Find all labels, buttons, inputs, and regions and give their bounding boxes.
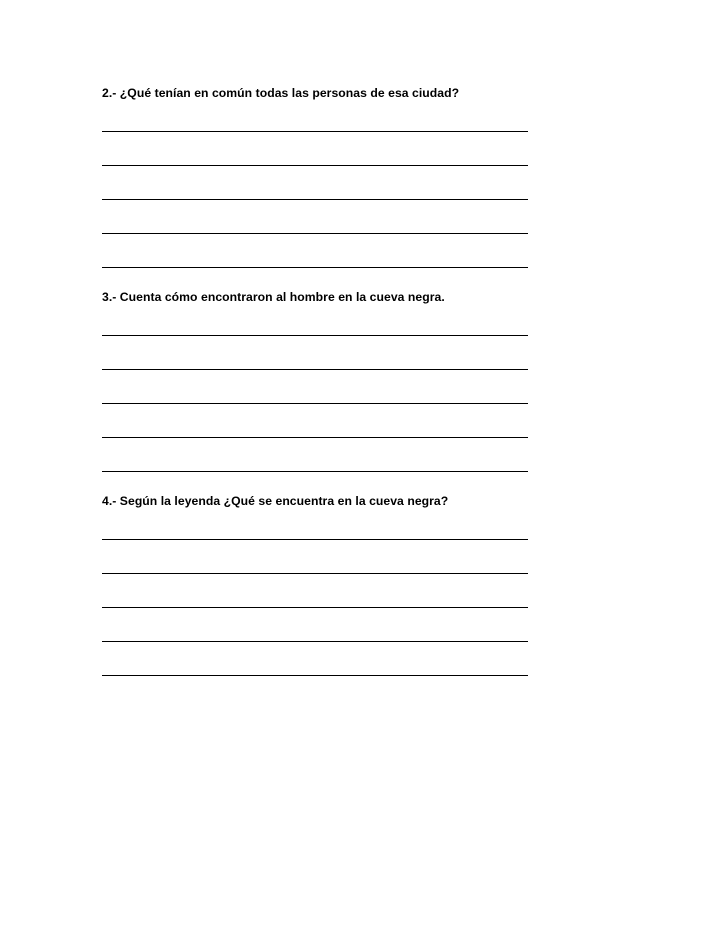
answer-line-q3-2: [102, 369, 528, 370]
answer-line-q4-4: [102, 641, 528, 642]
answer-line-q3-1: [102, 335, 528, 336]
answer-line-q3-4: [102, 437, 528, 438]
answer-line-q2-2: [102, 165, 528, 166]
question-3: 3.- Cuenta cómo encontraron al hombre en la cueva negra.: [102, 290, 445, 304]
answer-line-q4-2: [102, 573, 528, 574]
answer-line-q4-5: [102, 675, 528, 676]
answer-line-q3-3: [102, 403, 528, 404]
question-4: 4.- Según la leyenda ¿Qué se encuentra en la cueva negra?: [102, 494, 449, 508]
question-2: 2.- ¿Qué tenían en común todas las personas de esa ciudad?: [102, 86, 460, 100]
answer-line-q2-4: [102, 233, 528, 234]
answer-line-q2-5: [102, 267, 528, 268]
answer-line-q4-3: [102, 607, 528, 608]
answer-line-q3-5: [102, 471, 528, 472]
answer-line-q2-1: [102, 131, 528, 132]
answer-line-q4-1: [102, 539, 528, 540]
answer-line-q2-3: [102, 199, 528, 200]
